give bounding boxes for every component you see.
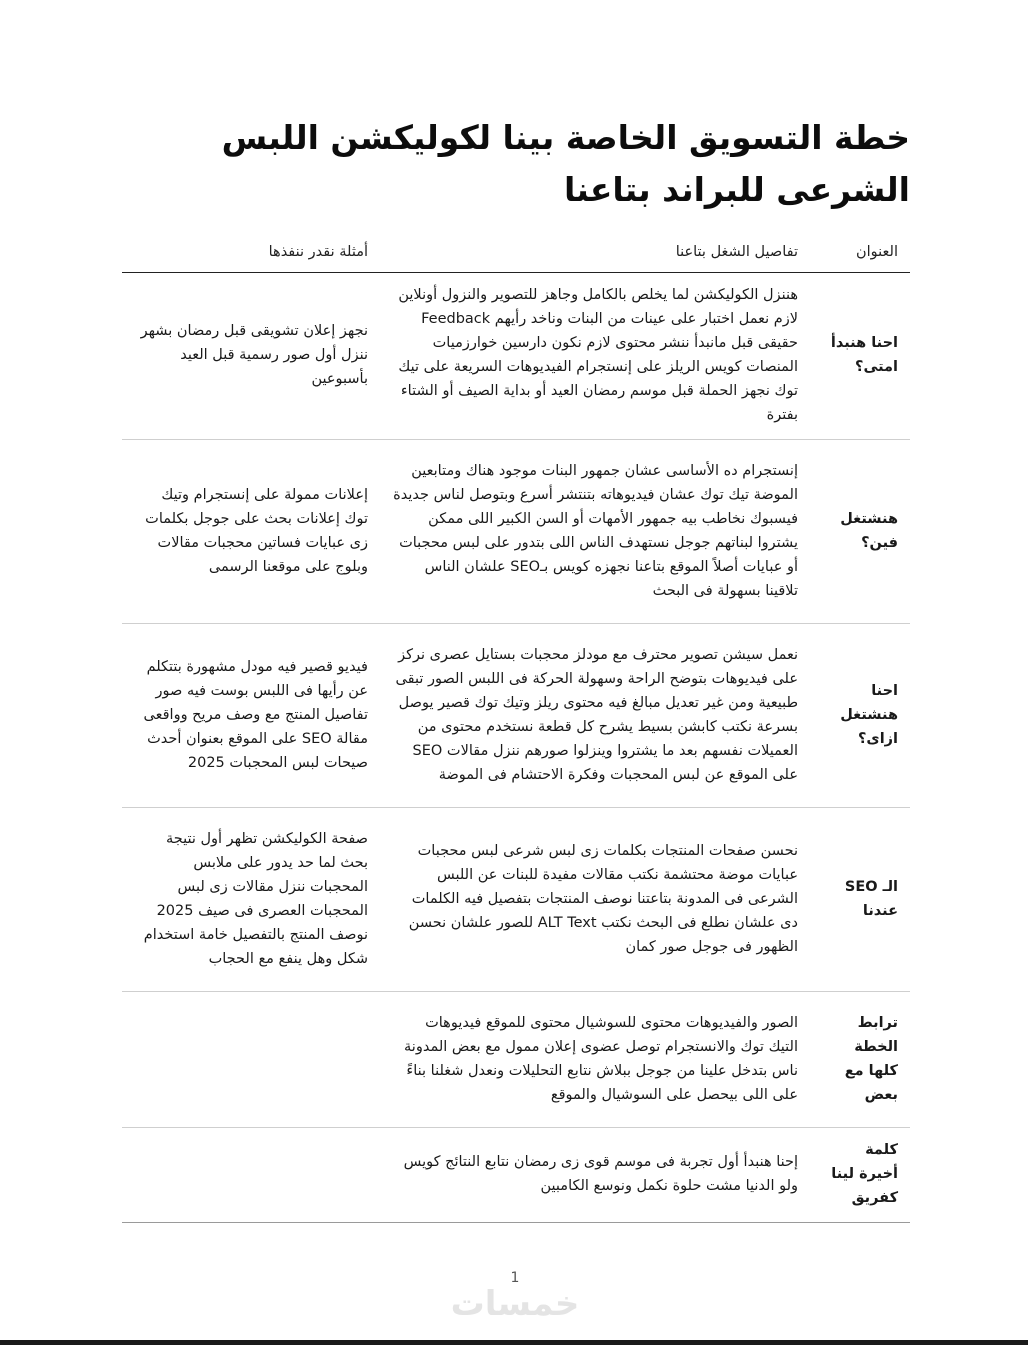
table-row: [122, 624, 910, 808]
row-examples: فيديو قصير فيه مودل مشهورة بتتكلم عن رأيها فى اللبس بوست فيه صور تفاصيل المنتج مع وصف مريح وواقعى مقالة SEO على الموقع بعنوان أحدث صيحات لبس المحجبات 2025: [122, 624, 380, 808]
table-row: [122, 1128, 910, 1223]
bottom-border: [0, 1340, 1028, 1345]
table-row: [122, 273, 910, 440]
row-title-final-word: كلمة أخيرة لينا كفريق: [810, 1128, 910, 1223]
header-details: تفاصيل الشغل بتاعنا: [380, 234, 810, 273]
row-details: هننزل الكوليكشن لما يخلص بالكامل وجاهز للتصوير والنزول أونلاين لازم نعمل اختبار على عينات من البنات وناخد رأيهم Feedback حقيقى قبل مانبدأ ننشر محتوى لازم نكون دارسين خوارزميات المنصات كويس الريلز على إنستجرام الفيديوهات السريعة على تيك توك نجهز الحملة قبل موسم رمضان العيد أو بداية الصيف أو الشتاء بفترة: [380, 273, 810, 440]
table-header-row: [122, 234, 910, 273]
khamsat-watermark-logo: خمسات: [450, 1284, 580, 1324]
row-title-integration: ترابط الخطة كلها مع بعض: [810, 992, 910, 1128]
row-details: إنستجرام ده الأساسى عشان جمهور البنات موجود هناك ومتابعين الموضة تيك توك عشان فيديوهاته بتنتشر أسرع وبتوصل لناس جديدة فيسبوك نخاطب بيه جمهور الأمهات أو السن الكبير اللى ممكن يشتروا لبناتهم جوجل نستهدف الناس اللى بتدور على لبس محجبات أو عبايات أصلاً الموقع بتاعنا نجهزه كويس بـSEO علشان الناس تلاقينا بسهولة فى البحث: [380, 440, 810, 624]
row-details: نعمل سيشن تصوير محترف مع مودلز محجبات بستايل عصرى نركز على فيديوهات بتوضح الراحة وسهولة الحركة فى اللبس الصور تبقى طبيعية ومن غير تعديل مبالغ فيه محتوى ريلز وتيك توك قصير يوصل بسرعة نكتب كابشن بسيط يشرح كل قطعة نستخدم محتوى من العميلات نفسهم بعد ما يشتروا وينزلوا صورهم ننزل مقالات SEO على الموقع عن لبس المحجبات وفكرة الاحتشام فى الموضة: [380, 624, 810, 808]
header-examples: أمثلة نقدر ننفذها: [122, 234, 380, 273]
row-title-start-when: احنا هنبدأ امتى؟: [810, 273, 910, 440]
row-examples: [122, 1128, 380, 1223]
table-row: [122, 808, 910, 992]
document-title: خطة التسويق الخاصة بينا لكوليكشن اللبس الشرعى للبراند بتاعنا: [221, 118, 910, 209]
row-examples: صفحة الكوليكشن تظهر أول نتيجة بحث لما حد يدور على ملابس المحجبات ننزل مقالات زى لبس المحجبات العصرى فى صيف 2025 نوصف المنتج بالتفصيل خامة استخدام شكل وهل ينفع مع الحجاب: [122, 808, 380, 992]
row-examples: إعلانات ممولة على إنستجرام وتيك توك إعلانات بحث على جوجل بكلمات زى عبايات فساتين محجبات مقالات وبلوج على موقعنا الرسمى: [122, 440, 380, 624]
table-row: [122, 440, 910, 624]
row-details: الصور والفيديوهات محتوى للسوشيال محتوى للموقع فيديوهات التيك توك والانستجرام توصل عضوى إعلان ممول مع بعض المدونة ناس بتدخل علينا من جوجل ببلاش نتابع التحليلات ونعدل شغلنا بناءً على اللى بيحصل على السوشيال والموقع: [380, 992, 810, 1128]
row-examples: [122, 992, 380, 1128]
row-details: إحنا هنبدأ أول تجربة فى موسم قوى زى رمضان نتابع النتائج كويس ولو الدنيا مشت حلوة نكمل ونوسع الكامبين: [380, 1128, 810, 1223]
row-title-where: هنشتغل فين؟: [810, 440, 910, 624]
marketing-plan-table: [122, 234, 910, 1223]
row-title-how: احنا هنشتغل ازاى؟: [810, 624, 910, 808]
row-details: نحسن صفحات المنتجات بكلمات زى لبس شرعى لبس محجبات عبايات موضة محتشمة نكتب مقالات مفيدة للبنات عن اللبس الشرعى فى المدونة بتاعتنا نوصف المنتجات بتفصيل فيه الكلمات دى علشان نطلع فى البحث نكتب ALT Text للصور علشان نحسن الظهور فى جوجل صور كمان: [380, 808, 810, 992]
header-title: العنوان: [810, 234, 910, 273]
row-examples: نجهز إعلان تشويقى قبل رمضان بشهر ننزل أول صور رسمية قبل العيد بأسبوعين: [122, 273, 380, 440]
page-number: 1: [510, 1270, 520, 1286]
row-title-seo: الـ SEO عندنا: [810, 808, 910, 992]
table-row: [122, 992, 910, 1128]
